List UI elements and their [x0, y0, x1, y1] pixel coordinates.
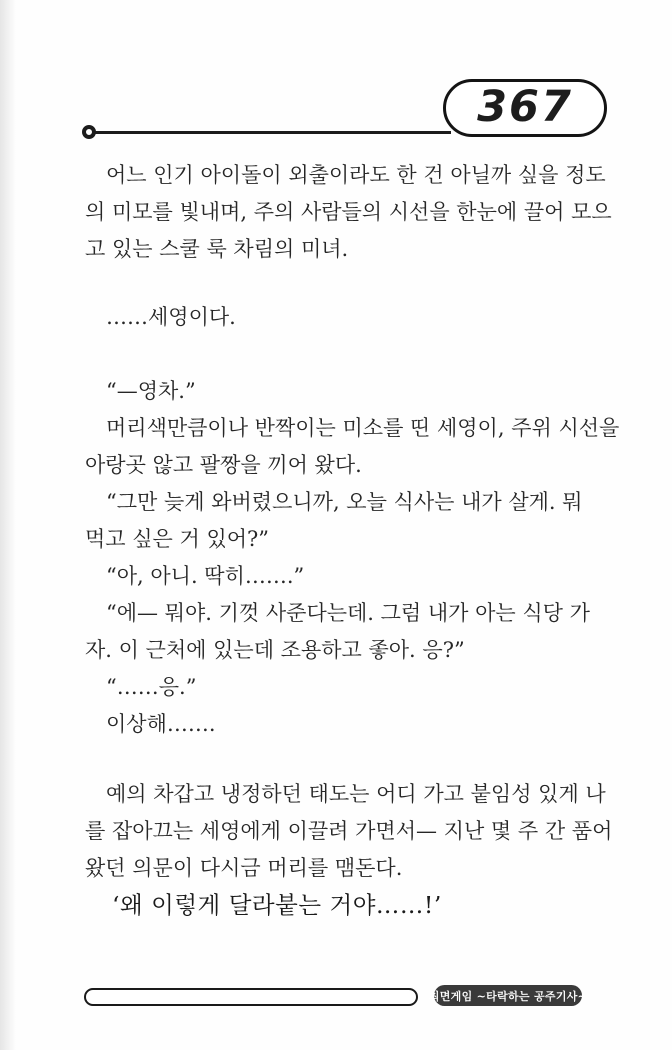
text-line: “……응.”	[106, 675, 197, 699]
text-line: 예의 차갑고 냉정하던 태도는 어디 가고 붙임성 있게 나	[106, 782, 606, 806]
text-line: ……세영이다.	[106, 305, 236, 329]
text-line: 를 잡아끄는 세영에게 이끌려 가면서— 지난 몇 주 간 품어	[85, 819, 613, 843]
text-line: “에— 뭐야. 기껏 사준다는데. 그럼 내가 아는 식당 가	[106, 601, 590, 625]
text-line: “그만 늦게 와버렸으니까, 오늘 식사는 내가 살게. 뭐	[106, 490, 583, 514]
text-line: 어느 인기 아이돌이 외출이라도 한 건 아닐까 싶을 정도	[106, 163, 606, 187]
text-line: 먹고 싶은 거 있어?”	[85, 527, 270, 551]
header-ring-icon	[82, 125, 96, 139]
page-spine-shadow	[0, 0, 16, 1050]
text-line: 아랑곳 않고 팔짱을 끼어 왔다.	[85, 453, 362, 477]
series-title-badge	[428, 985, 588, 1006]
paragraph-spacer	[85, 336, 601, 373]
text-line: 이상해…….	[106, 712, 216, 736]
text-line: 왔던 의문이 다시금 머리를 맴돈다.	[85, 856, 403, 880]
paragraph-spacer	[85, 268, 601, 299]
page-number-badge	[443, 79, 607, 137]
text-line: 자. 이 근처에 있는데 조용하고 좋아. 응?”	[85, 638, 465, 662]
text-line: “아, 아니. 딱히…….”	[106, 564, 305, 588]
text-line: 고 있는 스쿨 룩 차림의 미녀.	[85, 237, 349, 261]
text-line: ‘왜 이렇게 달라붙는 거야……!’	[112, 891, 442, 919]
header-rule-line	[89, 131, 451, 134]
text-line: “—영차.”	[106, 379, 196, 403]
paragraph-spacer	[85, 743, 601, 776]
series-title-label: 최면게임 ~타락하는 공주기사~	[428, 989, 588, 1003]
footer-title-box	[84, 988, 418, 1006]
text-line: 의 미모를 빛내며, 주의 사람들의 시선을 한눈에 끌어 모으	[85, 200, 612, 224]
text-line: 머리색만큼이나 반짝이는 미소를 띤 세영이, 주위 시선을	[106, 416, 620, 440]
page-number: 367	[477, 82, 573, 132]
page-text	[85, 157, 620, 924]
